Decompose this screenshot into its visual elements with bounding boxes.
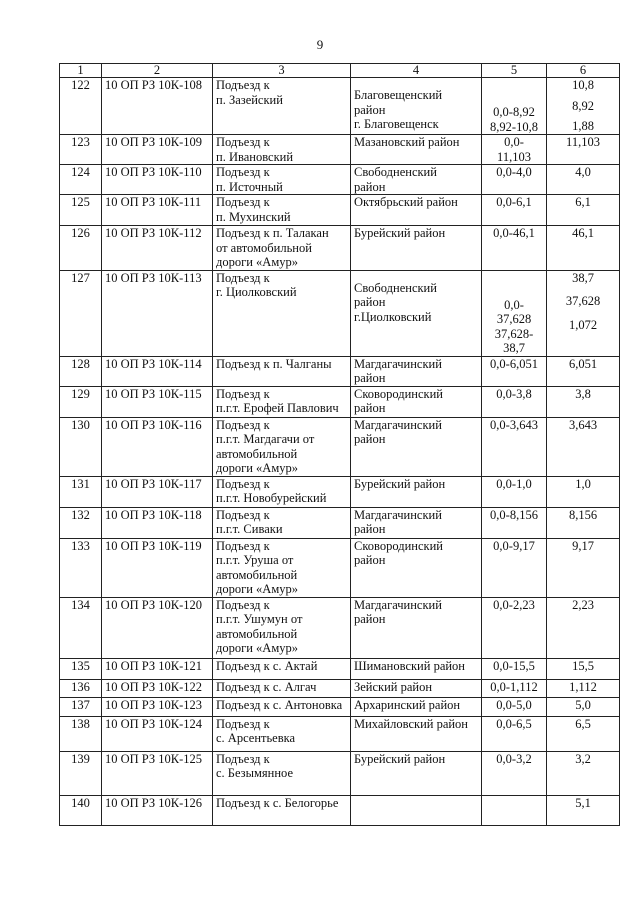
name-line: Подъезд к с. Антоновка	[216, 697, 343, 712]
table-row	[60, 135, 620, 165]
km-line: 0,0-8,92	[493, 105, 535, 119]
column-header: 3	[213, 64, 351, 78]
road-name-cell	[213, 356, 351, 386]
km-range-cell	[482, 356, 547, 386]
length-line: 8,156	[568, 507, 598, 522]
name-line: дороги «Амур»	[216, 582, 298, 596]
road-name-cell	[213, 417, 351, 476]
district-cell	[351, 270, 482, 356]
row-number-cell: 139	[60, 751, 102, 795]
name-line: п. Зазейский	[216, 92, 283, 107]
district-line: район	[354, 371, 386, 385]
km-line: 0,0-6,1	[496, 195, 532, 209]
name-line: Подъезд к п. Талакан	[216, 226, 329, 240]
road-code-cell: 10 ОП РЗ 10К-124	[102, 716, 213, 751]
road-code-cell: 10 ОП РЗ 10К-120	[102, 597, 213, 658]
name-line: Подъезд к п. Чалганы	[216, 356, 332, 371]
length-line: 37,628	[565, 294, 601, 308]
name-line: Подъезд к	[216, 507, 270, 522]
table-row	[60, 270, 620, 356]
road-name-cell	[213, 135, 351, 165]
district-line: г.Циолковский	[354, 309, 432, 324]
table-row	[60, 195, 620, 226]
district-line: Зейский район	[354, 679, 433, 694]
district-line: Шимановский район	[354, 658, 465, 673]
roads-table	[59, 63, 620, 826]
length-cell	[547, 658, 620, 679]
km-range-cell	[482, 476, 547, 507]
road-name-cell	[213, 697, 351, 716]
name-line: автомобильной	[216, 626, 298, 641]
length-line: 10,8	[572, 78, 594, 92]
km-range-cell	[482, 270, 547, 356]
road-name-cell	[213, 226, 351, 271]
road-code-cell: 10 ОП РЗ 10К-113	[102, 270, 213, 356]
length-cell	[547, 597, 620, 658]
length-cell	[547, 716, 620, 751]
road-code-cell: 10 ОП РЗ 10К-116	[102, 417, 213, 476]
district-line: район	[354, 295, 386, 309]
district-line: район	[354, 179, 386, 194]
table-row	[60, 476, 620, 507]
name-line: п.г.т. Сиваки	[216, 522, 283, 536]
row-number-cell: 128	[60, 356, 102, 386]
row-number-cell: 125	[60, 195, 102, 226]
name-line: п.г.т. Ерофей Павлович	[216, 401, 339, 415]
name-line: Подъезд к	[216, 270, 270, 285]
length-line: 1,88	[572, 119, 594, 133]
road-code-cell: 10 ОП РЗ 10К-114	[102, 356, 213, 386]
name-line: г. Циолковский	[216, 285, 297, 299]
km-line: 0,0-4,0	[496, 165, 532, 179]
road-name-cell	[213, 679, 351, 697]
row-number-cell: 133	[60, 538, 102, 597]
length-line: 3,8	[575, 386, 591, 401]
district-cell	[351, 658, 482, 679]
length-cell	[547, 386, 620, 417]
district-cell	[351, 165, 482, 195]
length-line: 6,051	[568, 356, 598, 371]
table-row	[60, 597, 620, 658]
length-line: 1,112	[569, 679, 597, 694]
district-line: район	[354, 612, 386, 626]
district-line: Бурейский район	[354, 751, 446, 766]
length-line: 38,7	[572, 270, 594, 285]
row-number-cell: 122	[60, 78, 102, 135]
district-cell	[351, 795, 482, 825]
km-line: 0,0-9,17	[493, 538, 535, 553]
road-code-cell: 10 ОП РЗ 10К-125	[102, 751, 213, 795]
name-line: п.г.т. Магдагачи от	[216, 432, 315, 446]
row-number-cell: 127	[60, 270, 102, 356]
district-line: Бурейский район	[354, 226, 446, 240]
length-line: 11,103	[566, 135, 600, 149]
district-line: Октябрьский район	[354, 195, 458, 209]
name-line: п.г.т. Новобурейский	[216, 491, 327, 505]
road-code-cell: 10 ОП РЗ 10К-123	[102, 697, 213, 716]
name-line: Подъезд к	[216, 165, 270, 179]
table-row	[60, 165, 620, 195]
km-line: 0,0-3,2	[496, 751, 532, 766]
district-line: Магдагачинский	[354, 507, 442, 522]
column-header: 1	[60, 64, 102, 78]
road-code-cell: 10 ОП РЗ 10К-109	[102, 135, 213, 165]
table-row	[60, 716, 620, 751]
table-row	[60, 507, 620, 538]
district-line: район	[354, 522, 386, 536]
table-row	[60, 679, 620, 697]
name-line: Подъезд к	[216, 597, 270, 612]
row-number-cell: 140	[60, 795, 102, 825]
name-line: Подъезд к	[216, 195, 270, 209]
table-header-row	[60, 64, 620, 78]
length-cell	[547, 795, 620, 825]
road-name-cell	[213, 538, 351, 597]
km-line: 11,103	[497, 149, 531, 164]
length-line: 5,0	[575, 697, 591, 712]
km-line: 38,7	[503, 341, 525, 355]
district-cell	[351, 476, 482, 507]
name-line: с. Арсентьевка	[216, 731, 296, 745]
length-line: 1,072	[568, 317, 598, 332]
district-cell	[351, 538, 482, 597]
district-line: район	[354, 553, 386, 567]
length-cell	[547, 226, 620, 271]
length-line: 15,5	[572, 658, 594, 673]
length-cell	[547, 697, 620, 716]
district-line: Магдагачинский	[354, 356, 442, 371]
district-line: Мазановский район	[354, 135, 460, 149]
length-cell	[547, 679, 620, 697]
district-cell	[351, 386, 482, 417]
km-range-cell	[482, 795, 547, 825]
km-line: 0,0-2,23	[493, 597, 535, 612]
district-cell	[351, 226, 482, 271]
length-cell	[547, 270, 620, 356]
km-line: 0,0-8,156	[490, 507, 538, 522]
km-range-cell	[482, 135, 547, 165]
length-cell	[547, 507, 620, 538]
km-line: 37,628	[496, 312, 532, 326]
length-line: 1,0	[575, 476, 591, 491]
district-cell	[351, 356, 482, 386]
road-code-cell: 10 ОП РЗ 10К-115	[102, 386, 213, 417]
row-number-cell: 135	[60, 658, 102, 679]
district-cell	[351, 78, 482, 135]
km-range-cell	[482, 417, 547, 476]
district-cell	[351, 597, 482, 658]
road-name-cell	[213, 751, 351, 795]
row-number-cell: 138	[60, 716, 102, 751]
road-code-cell: 10 ОП РЗ 10К-108	[102, 78, 213, 135]
name-line: дороги «Амур»	[216, 641, 298, 655]
name-line: с. Безымянное	[216, 766, 294, 780]
row-number-cell: 137	[60, 697, 102, 716]
name-line: от автомобильной	[216, 240, 312, 255]
km-range-cell	[482, 697, 547, 716]
road-name-cell	[213, 597, 351, 658]
length-cell	[547, 476, 620, 507]
name-line: Подъезд к	[216, 386, 270, 401]
name-line: п.г.т. Уруша от	[216, 553, 294, 567]
district-cell	[351, 195, 482, 226]
length-line: 8,92	[572, 98, 594, 113]
district-line: район	[354, 432, 386, 446]
km-range-cell	[482, 78, 547, 135]
name-line: автомобильной	[216, 567, 298, 582]
name-line: Подъезд к	[216, 78, 270, 92]
km-line: 0,0-3,643	[490, 417, 538, 432]
km-line: 0,0-1,0	[496, 476, 532, 491]
km-line: 0,0-1,112	[490, 679, 538, 694]
table-row	[60, 751, 620, 795]
table-row	[60, 658, 620, 679]
row-number-cell: 131	[60, 476, 102, 507]
road-name-cell	[213, 386, 351, 417]
km-range-cell	[482, 658, 547, 679]
km-range-cell	[482, 538, 547, 597]
length-line: 3,643	[568, 417, 598, 432]
length-cell	[547, 356, 620, 386]
name-line: автомобильной	[216, 446, 298, 461]
table-row	[60, 226, 620, 271]
table-row	[60, 538, 620, 597]
length-cell	[547, 417, 620, 476]
road-code-cell: 10 ОП РЗ 10К-112	[102, 226, 213, 271]
km-range-cell	[482, 165, 547, 195]
district-line: Архаринский район	[354, 697, 461, 712]
length-line: 6,5	[575, 716, 591, 731]
district-line: Благовещенский	[354, 88, 443, 102]
table-row	[60, 795, 620, 825]
table-body	[60, 78, 620, 826]
road-code-cell: 10 ОП РЗ 10К-111	[102, 195, 213, 226]
name-line: дороги «Амур»	[216, 461, 298, 475]
road-name-cell	[213, 78, 351, 135]
column-header: 4	[351, 64, 482, 78]
district-line: район	[354, 102, 386, 117]
table-row	[60, 356, 620, 386]
km-line: 0,0-	[504, 297, 524, 312]
road-code-cell: 10 ОП РЗ 10К-119	[102, 538, 213, 597]
row-number-cell: 129	[60, 386, 102, 417]
road-code-cell: 10 ОП РЗ 10К-122	[102, 679, 213, 697]
district-line: Магдагачинский	[354, 597, 442, 612]
road-code-cell: 10 ОП РЗ 10К-126	[102, 795, 213, 825]
km-line: 8,92-10,8	[490, 119, 538, 134]
road-name-cell	[213, 476, 351, 507]
name-line: Подъезд к	[216, 476, 270, 491]
length-cell	[547, 135, 620, 165]
road-name-cell	[213, 507, 351, 538]
km-line: 37,628-	[494, 326, 534, 341]
name-line: п. Источный	[216, 179, 283, 194]
road-code-cell: 10 ОП РЗ 10К-121	[102, 658, 213, 679]
length-line: 9,17	[572, 538, 594, 553]
district-line: Михайловский район	[354, 716, 468, 731]
km-line: 0,0-	[504, 135, 524, 149]
district-line: Сковородинский	[354, 538, 443, 553]
district-line: район	[354, 401, 386, 415]
page-number: 9	[316, 37, 324, 52]
road-code-cell: 10 ОП РЗ 10К-118	[102, 507, 213, 538]
length-line: 6,1	[575, 195, 591, 209]
district-line: Сковородинский	[354, 386, 443, 401]
name-line: Подъезд к с. Белогорье	[216, 795, 339, 810]
district-cell	[351, 135, 482, 165]
name-line: Подъезд к	[216, 538, 270, 553]
district-cell	[351, 507, 482, 538]
road-name-cell	[213, 716, 351, 751]
column-header: 6	[547, 64, 620, 78]
length-cell	[547, 165, 620, 195]
column-header: 5	[482, 64, 547, 78]
district-cell	[351, 417, 482, 476]
name-line: Подъезд к с. Алгач	[216, 679, 317, 694]
length-cell	[547, 538, 620, 597]
table-row	[60, 78, 620, 135]
length-line: 2,23	[572, 597, 594, 612]
km-line: 0,0-46,1	[493, 226, 535, 240]
name-line: п. Ивановский	[216, 149, 294, 164]
district-cell	[351, 716, 482, 751]
name-line: Подъезд к	[216, 751, 270, 766]
name-line: Подъезд к	[216, 135, 270, 149]
district-line: Магдагачинский	[354, 417, 442, 432]
road-code-cell: 10 ОП РЗ 10К-110	[102, 165, 213, 195]
km-line: 0,0-6,051	[490, 356, 538, 371]
row-number-cell: 134	[60, 597, 102, 658]
length-cell	[547, 195, 620, 226]
km-range-cell	[482, 597, 547, 658]
km-range-cell	[482, 716, 547, 751]
row-number-cell: 126	[60, 226, 102, 271]
km-range-cell	[482, 751, 547, 795]
name-line: Подъезд к с. Актай	[216, 658, 318, 673]
km-line: 0,0-3,8	[496, 386, 532, 401]
district-line: Бурейский район	[354, 476, 446, 491]
road-name-cell	[213, 195, 351, 226]
road-name-cell	[213, 270, 351, 356]
length-cell	[547, 751, 620, 795]
row-number-cell: 136	[60, 679, 102, 697]
name-line: п. Мухинский	[216, 209, 291, 224]
row-number-cell: 124	[60, 165, 102, 195]
road-code-cell: 10 ОП РЗ 10К-117	[102, 476, 213, 507]
district-line: Свободненский	[354, 280, 437, 295]
km-range-cell	[482, 507, 547, 538]
road-name-cell	[213, 165, 351, 195]
name-line: Подъезд к	[216, 417, 270, 432]
km-line: 0,0-15,5	[493, 658, 535, 673]
length-cell	[547, 78, 620, 135]
row-number-cell: 132	[60, 507, 102, 538]
table-row	[60, 697, 620, 716]
name-line: п.г.т. Ушумун от	[216, 612, 303, 626]
road-name-cell	[213, 795, 351, 825]
district-line: Свободненский	[354, 165, 437, 179]
length-line: 3,2	[575, 751, 591, 766]
district-cell	[351, 751, 482, 795]
km-range-cell	[482, 679, 547, 697]
km-range-cell	[482, 226, 547, 271]
km-line: 0,0-6,5	[496, 716, 532, 731]
road-name-cell	[213, 658, 351, 679]
km-range-cell	[482, 386, 547, 417]
row-number-cell: 130	[60, 417, 102, 476]
name-line: Подъезд к	[216, 716, 270, 731]
length-line: 5,1	[575, 795, 591, 810]
length-line: 4,0	[575, 165, 591, 179]
km-range-cell	[482, 195, 547, 226]
name-line: дороги «Амур»	[216, 255, 298, 269]
district-line: г. Благовещенск	[354, 117, 439, 131]
length-line: 46,1	[572, 226, 594, 240]
table-row	[60, 417, 620, 476]
district-cell	[351, 679, 482, 697]
table-row	[60, 386, 620, 417]
km-line: 0,0-5,0	[496, 697, 532, 712]
row-number-cell: 123	[60, 135, 102, 165]
district-cell	[351, 697, 482, 716]
column-header: 2	[102, 64, 213, 78]
